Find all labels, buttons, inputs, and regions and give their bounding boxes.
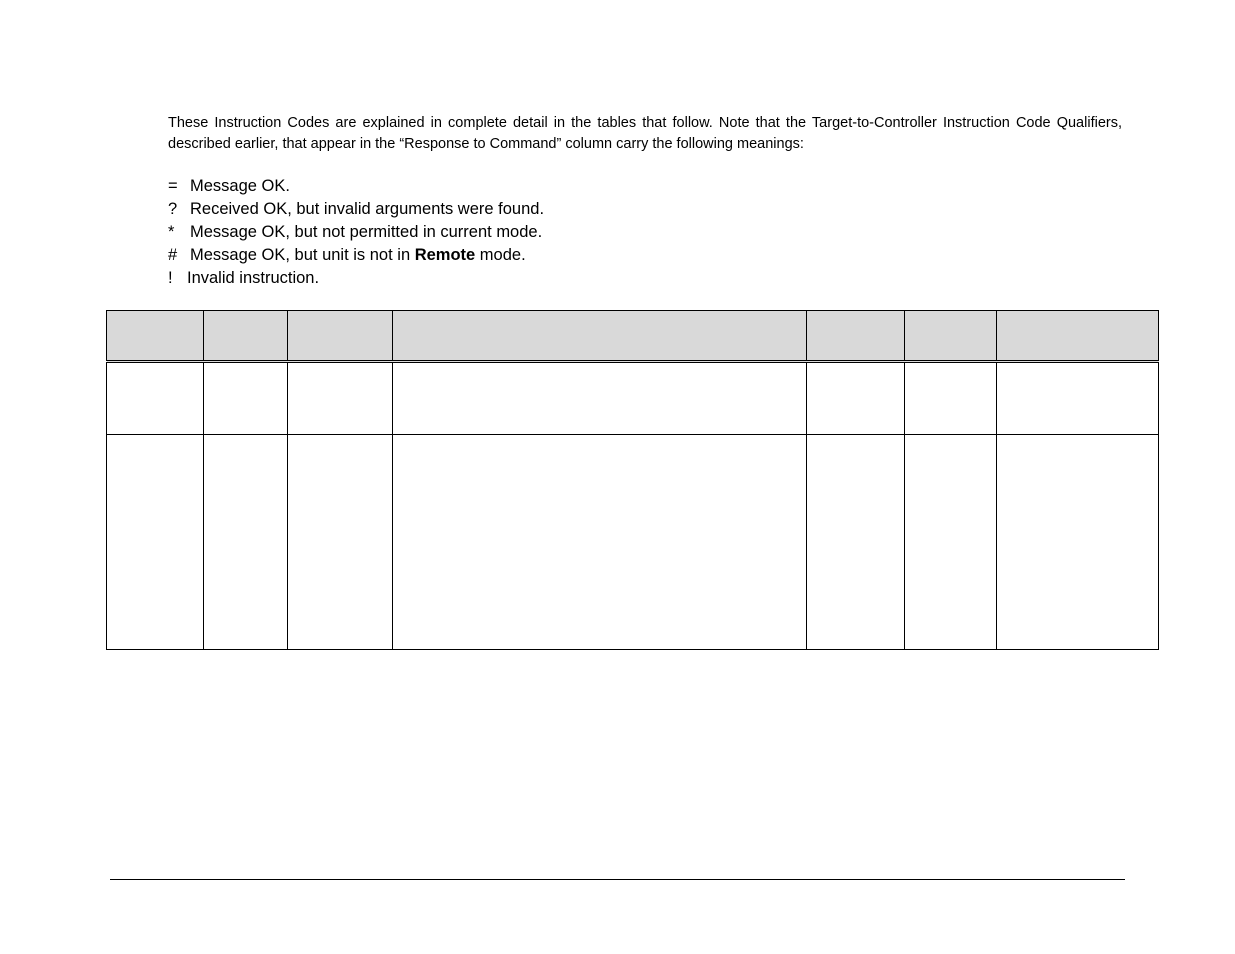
table-cell	[204, 435, 288, 650]
qualifier-symbol: #	[168, 246, 178, 264]
instruction-code-table	[106, 310, 1159, 650]
qualifier-text-after: mode.	[475, 246, 526, 264]
qualifier-symbol: =	[168, 177, 178, 195]
table-header-cell	[997, 311, 1159, 362]
qualifier-text: Message OK.	[190, 177, 290, 195]
qualifier-item	[168, 244, 544, 267]
table-row	[107, 362, 1159, 435]
qualifier-symbol: ?	[168, 200, 178, 218]
qualifier-text: Message OK, but not permitted in current mode.	[190, 223, 543, 241]
table-cell	[905, 362, 997, 435]
qualifier-symbol: !	[168, 269, 173, 287]
table-row	[107, 435, 1159, 650]
table-cell	[107, 435, 204, 650]
table-cell	[807, 435, 905, 650]
qualifier-text	[190, 244, 526, 267]
qualifier-item	[168, 267, 544, 290]
table-cell	[107, 362, 204, 435]
qualifier-item	[168, 198, 544, 221]
intro-paragraph: These Instruction Codes are explained in complete detail in the tables that follow. Note that the Target-to-Controller Instruction Code Qualifiers, described earlier, that appear in the “Response to Command” column carry the following meanings:	[168, 115, 1122, 152]
table-cell	[393, 435, 807, 650]
table-cell	[288, 362, 393, 435]
qualifier-list	[168, 175, 544, 290]
table-cell	[393, 362, 807, 435]
table-cell	[807, 362, 905, 435]
table-header-cell	[288, 311, 393, 362]
table-cell	[288, 435, 393, 650]
table-cell	[997, 435, 1159, 650]
qualifier-text-before: Message OK, but unit is not in	[190, 246, 415, 264]
table-cell	[905, 435, 997, 650]
table-cell	[204, 362, 288, 435]
qualifier-text: Received OK, but invalid arguments were found.	[190, 200, 545, 218]
qualifier-item	[168, 175, 544, 198]
table-cell	[997, 362, 1159, 435]
table-header-row	[107, 311, 1159, 362]
qualifier-item	[168, 221, 544, 244]
table-header-cell	[905, 311, 997, 362]
remote-mode-label: Remote	[414, 246, 476, 264]
table-header-cell	[204, 311, 288, 362]
qualifier-text: Invalid instruction.	[187, 269, 320, 287]
qualifier-symbol: *	[168, 223, 175, 241]
table-header-cell	[393, 311, 807, 362]
footer-divider	[110, 879, 1125, 880]
table-header-cell	[807, 311, 905, 362]
table-header-cell	[107, 311, 204, 362]
